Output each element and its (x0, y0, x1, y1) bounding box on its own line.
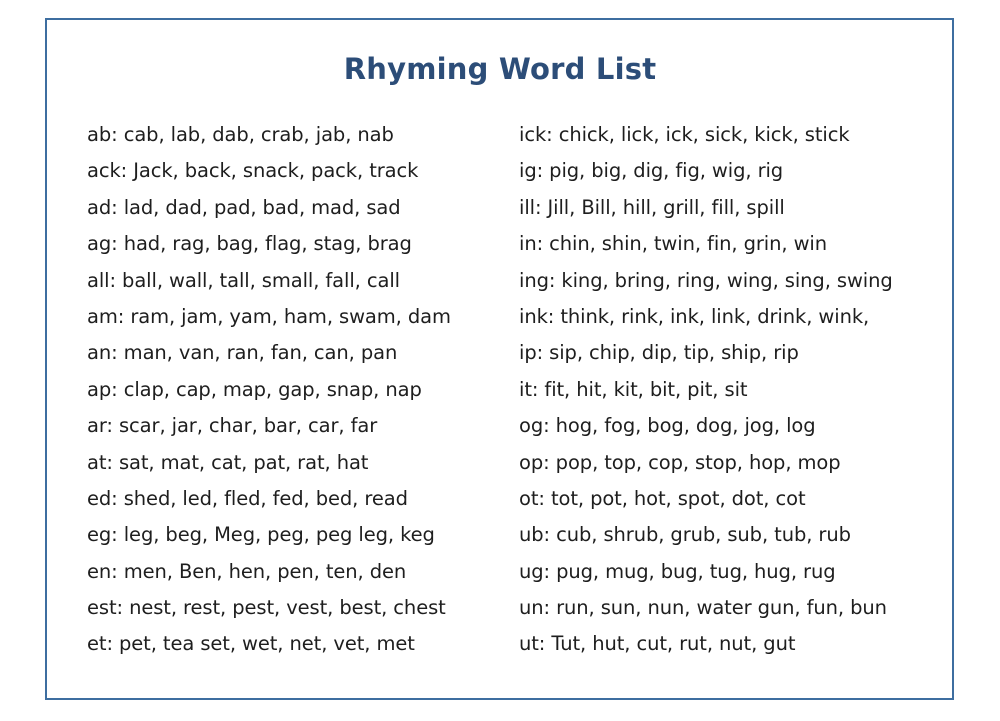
word-family-row: ed: shed, led, fled, fed, bed, read (87, 486, 408, 510)
word-family-row: ab: cab, lab, dab, crab, jab, nab (87, 123, 394, 146)
word-family-row: ug: pug, mug, bug, tug, hug, rug (519, 559, 836, 583)
word-family-row: en: men, Ben, hen, pen, ten, den (87, 559, 407, 583)
word-family-row: ot: tot, pot, hot, spot, dot, cot (519, 486, 806, 510)
word-family-row: ad: lad, dad, pad, bad, mad, sad (87, 195, 401, 219)
word-family-row: it: fit, hit, kit, bit, pit, sit (519, 377, 748, 401)
word-family-row: op: pop, top, cop, stop, hop, mop (519, 450, 841, 474)
word-family-row: in: chin, shin, twin, fin, grin, win (519, 232, 827, 256)
word-family-row: at: sat, mat, cat, pat, rat, hat (87, 450, 369, 474)
word-family-row: est: nest, rest, pest, vest, best, chest (87, 596, 446, 620)
word-family-row: ut: Tut, hut, cut, rut, nut, gut (519, 632, 796, 656)
word-family-row: ap: clap, cap, map, gap, snap, nap (87, 377, 422, 401)
word-family-row: am: ram, jam, yam, ham, swam, dam (87, 304, 451, 328)
word-family-row: ar: scar, jar, char, bar, car, far (87, 414, 378, 438)
word-family-row: ing: king, bring, ring, wing, sing, swing (519, 268, 893, 292)
word-family-row: og: hog, fog, bog, dog, jog, log (519, 414, 816, 438)
page-title: Rhyming Word List (343, 52, 657, 86)
right-word-column (519, 117, 893, 663)
word-family-row: ink: think, rink, ink, link, drink, wink, (519, 304, 870, 328)
word-family-row: an: man, van, ran, fan, can, pan (87, 341, 398, 365)
word-family-row: ick: chick, lick, ick, sick, kick, stick (519, 123, 850, 146)
word-family-row: eg: leg, beg, Meg, peg, peg leg, keg (87, 523, 435, 547)
word-family-row: all: ball, wall, tall, small, fall, call (87, 268, 400, 292)
left-word-column (87, 117, 451, 663)
word-family-row: ig: pig, big, dig, fig, wig, rig (519, 159, 784, 183)
word-family-row: ill: Jill, Bill, hill, grill, fill, spill (519, 195, 785, 219)
word-family-row: ack: Jack, back, snack, pack, track (87, 159, 419, 183)
word-family-row: et: pet, tea set, wet, net, vet, met (87, 632, 415, 656)
word-family-row: ag: had, rag, bag, flag, stag, brag (87, 232, 412, 256)
word-family-row: ip: sip, chip, dip, tip, ship, rip (519, 341, 799, 365)
word-family-row: ub: cub, shrub, grub, sub, tub, rub (519, 523, 851, 547)
word-family-row: un: run, sun, nun, water gun, fun, bun (519, 596, 887, 620)
